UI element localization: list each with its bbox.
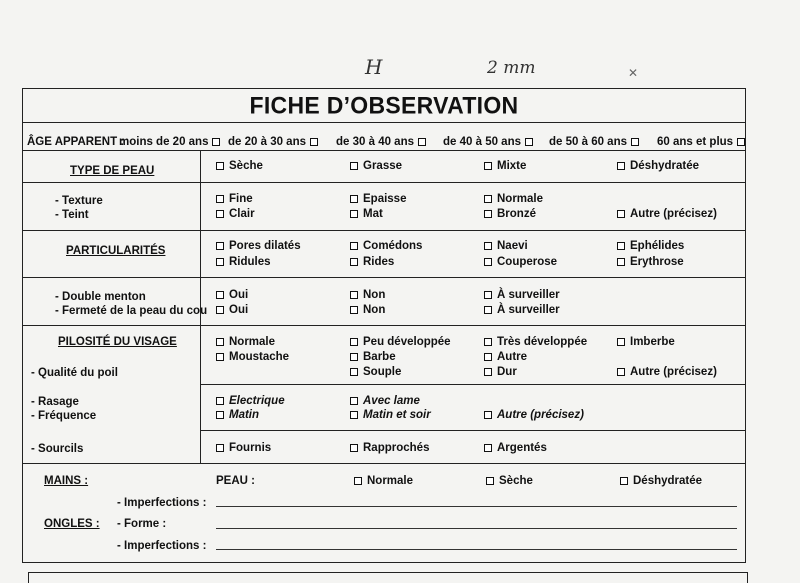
hand-skin-option-label: Déshydratée [633, 475, 703, 487]
texture-option-label: Fine [229, 193, 253, 205]
frequency-option-label: Matin [229, 409, 260, 421]
checkbox[interactable] [216, 195, 224, 203]
handwritten-mark-h: H [365, 55, 383, 79]
age-option-label: moins de 20 ans [119, 136, 209, 148]
checkbox[interactable] [737, 138, 745, 146]
double-chin-option-label: À surveiller [497, 289, 560, 301]
hand-skin-label: PEAU : [216, 475, 255, 487]
nail-shape-field[interactable] [216, 528, 737, 529]
checkbox[interactable] [484, 338, 492, 346]
separator [22, 463, 746, 464]
frequency-option[interactable] [216, 408, 259, 422]
checkbox[interactable] [350, 291, 358, 299]
neck-firmness-option-label: À surveiller [497, 304, 560, 316]
hand-skin-option[interactable] [620, 474, 702, 488]
checkbox[interactable] [350, 210, 358, 218]
texture-option-label: Normale [497, 193, 544, 205]
checkbox[interactable] [216, 353, 224, 361]
texture-option[interactable] [484, 192, 543, 206]
checkbox[interactable] [617, 258, 625, 266]
skin-type-heading: TYPE DE PEAU [70, 165, 155, 177]
checkbox[interactable] [484, 210, 492, 218]
double-chin-option[interactable] [350, 288, 385, 302]
particularity-option-label: Comédons [363, 240, 423, 252]
age-label: ÂGE APPARENT : [27, 136, 125, 148]
neck-firmness-option-label: Non [363, 304, 386, 316]
eyebrows-option-label: Fournis [229, 442, 272, 454]
eyebrows-option-label: Argentés [497, 442, 547, 454]
particularity-option-label: Ridules [229, 256, 271, 268]
checkbox[interactable] [216, 338, 224, 346]
checkbox[interactable] [212, 138, 220, 146]
neck-firmness-option-label: Oui [229, 304, 249, 316]
pilosity-option[interactable] [484, 350, 527, 364]
frequency-option-label: Matin et soir [363, 409, 431, 421]
checkbox[interactable] [350, 444, 358, 452]
hair-quality-label: - Qualité du poil [31, 367, 118, 379]
particularity-option[interactable] [350, 255, 394, 269]
pilosity-option[interactable] [617, 365, 717, 379]
eyebrows-option-label: Rapprochés [363, 442, 430, 454]
skin-option[interactable] [216, 159, 263, 173]
checkbox[interactable] [350, 338, 358, 346]
checkbox[interactable] [350, 162, 358, 170]
particularity-option[interactable] [216, 239, 301, 253]
checkbox[interactable] [310, 138, 318, 146]
pilosity-option[interactable] [350, 350, 396, 364]
checkbox[interactable] [216, 258, 224, 266]
particularity-option[interactable] [350, 239, 422, 253]
age-option[interactable] [549, 135, 639, 149]
checkbox[interactable] [617, 368, 625, 376]
checkbox[interactable] [484, 368, 492, 376]
shaving-label: - Rasage [31, 396, 79, 408]
double-chin-option[interactable] [484, 288, 560, 302]
skin-option[interactable] [484, 159, 526, 173]
checkbox[interactable] [484, 353, 492, 361]
pilosity-option-label: Peu développée [363, 336, 451, 348]
checkbox[interactable] [484, 444, 492, 452]
age-option-label: de 20 à 30 ans [228, 136, 306, 148]
neck-firmness-option[interactable] [216, 303, 248, 317]
checkbox[interactable] [484, 291, 492, 299]
shaving-option[interactable] [216, 394, 285, 408]
frequency-option[interactable] [484, 408, 584, 422]
checkbox[interactable] [354, 477, 362, 485]
teint-option-label: Mat [363, 208, 383, 220]
separator [22, 325, 746, 326]
age-option-label: 60 ans et plus [657, 136, 734, 148]
separator [22, 122, 746, 123]
texture-option-label: Epaisse [363, 193, 407, 205]
checkbox[interactable] [350, 411, 358, 419]
form-title: FICHE D’OBSERVATION [249, 91, 519, 119]
checkbox[interactable] [617, 162, 625, 170]
shaving-option[interactable] [350, 394, 420, 408]
hand-skin-option[interactable] [354, 474, 413, 488]
neck-firmness-option[interactable] [484, 303, 560, 317]
eyebrows-label: - Sourcils [31, 443, 84, 455]
pilosity-option[interactable] [617, 335, 675, 349]
pilosity-option-label: Dur [497, 366, 517, 378]
teint-option[interactable] [350, 207, 383, 221]
double-chin-label: - Double menton [55, 291, 146, 303]
pilosity-option[interactable] [484, 365, 517, 379]
checkbox[interactable] [486, 477, 494, 485]
hand-imperfections-label: - Imperfections : [117, 497, 207, 509]
shaving-option-label: Avec lame [363, 395, 420, 407]
checkbox[interactable] [617, 242, 625, 250]
age-option[interactable] [119, 135, 220, 149]
skin-option-label: Mixte [497, 160, 527, 172]
checkbox[interactable] [525, 138, 533, 146]
pilosity-option-label: Autre (précisez) [630, 366, 717, 378]
double-chin-option-label: Oui [229, 289, 249, 301]
separator [200, 384, 746, 385]
hands-heading: MAINS : [44, 475, 89, 487]
double-chin-option[interactable] [216, 288, 248, 302]
checkbox[interactable] [350, 242, 358, 250]
particularity-option-label: Pores dilatés [229, 240, 301, 252]
hand-skin-option[interactable] [486, 474, 533, 488]
nail-shape-label: - Forme : [117, 518, 167, 530]
age-option[interactable] [336, 135, 426, 149]
checkbox[interactable] [484, 411, 492, 419]
checkbox[interactable] [617, 338, 625, 346]
teint-option-label: Clair [229, 208, 255, 220]
checkbox[interactable] [216, 291, 224, 299]
teint-option[interactable] [617, 207, 717, 221]
neck-firmness-option[interactable] [350, 303, 385, 317]
particularity-option[interactable] [617, 239, 684, 253]
checkbox[interactable] [216, 162, 224, 170]
checkbox[interactable] [216, 210, 224, 218]
checkbox[interactable] [350, 368, 358, 376]
eyebrows-option[interactable] [216, 441, 271, 455]
teint-label: - Teint [55, 209, 89, 221]
particularity-option-label: Naevi [497, 240, 528, 252]
particularity-option-label: Couperose [497, 256, 558, 268]
checkbox[interactable] [617, 210, 625, 218]
pilosity-option-label: Normale [229, 336, 276, 348]
skin-option-label: Déshydratée [630, 160, 700, 172]
texture-option[interactable] [350, 192, 406, 206]
hand-skin-option-label: Sèche [499, 475, 533, 487]
pilosity-option-label: Autre [497, 351, 528, 363]
checkbox[interactable] [350, 306, 358, 314]
age-option-label: de 50 à 60 ans [549, 136, 627, 148]
pilosity-option[interactable] [484, 335, 587, 349]
teint-option-label: Bronzé [497, 208, 536, 220]
skin-option-label: Grasse [363, 160, 403, 172]
checkbox[interactable] [631, 138, 639, 146]
particularity-option[interactable] [617, 255, 684, 269]
checkbox[interactable] [484, 242, 492, 250]
pilosity-option-label: Imberbe [630, 336, 675, 348]
age-option[interactable] [228, 135, 318, 149]
checkbox[interactable] [216, 397, 224, 405]
checkbox[interactable] [484, 195, 492, 203]
separator [22, 150, 746, 151]
pilosity-option-label: Barbe [363, 351, 396, 363]
checkbox[interactable] [350, 353, 358, 361]
teint-option[interactable] [216, 207, 255, 221]
particularities-heading: PARTICULARITÉS [66, 245, 166, 257]
pen-mark: ✕ [628, 66, 639, 80]
teint-option[interactable] [484, 207, 536, 221]
nail-imperfections-field[interactable] [216, 549, 737, 550]
particularity-option[interactable] [484, 255, 557, 269]
checkbox[interactable] [216, 444, 224, 452]
separator [22, 277, 746, 278]
nail-imperfections-label: - Imperfections : [117, 540, 207, 552]
texture-label: - Texture [55, 195, 103, 207]
eyebrows-option[interactable] [350, 441, 429, 455]
checkbox[interactable] [484, 258, 492, 266]
hand-skin-option-label: Normale [367, 475, 414, 487]
pilosity-option[interactable] [216, 350, 289, 364]
checkbox[interactable] [350, 258, 358, 266]
checkbox[interactable] [216, 411, 224, 419]
nails-heading: ONGLES : [44, 518, 100, 530]
handwritten-mark-size: 2 mm [487, 58, 536, 78]
pilosity-option-label: Très développée [497, 336, 588, 348]
frequency-label: - Fréquence [31, 410, 97, 422]
age-option[interactable] [657, 135, 745, 149]
frequency-option-label: Autre (précisez) [497, 409, 584, 421]
checkbox[interactable] [350, 195, 358, 203]
particularity-option[interactable] [484, 239, 528, 253]
checkbox[interactable] [418, 138, 426, 146]
age-option-label: de 30 à 40 ans [336, 136, 414, 148]
checkbox[interactable] [216, 242, 224, 250]
checkbox[interactable] [484, 162, 492, 170]
texture-option[interactable] [216, 192, 253, 206]
checkbox[interactable] [620, 477, 628, 485]
particularity-option-label: Erythrose [630, 256, 684, 268]
separator [200, 430, 746, 431]
age-option[interactable] [443, 135, 533, 149]
teint-option-label: Autre (précisez) [630, 208, 717, 220]
eyebrows-option[interactable] [484, 441, 547, 455]
particularity-option[interactable] [216, 255, 271, 269]
checkbox[interactable] [350, 397, 358, 405]
separator [22, 230, 746, 231]
particularity-option-label: Ephélides [630, 240, 685, 252]
shaving-option-label: Electrique [229, 395, 285, 407]
pilosity-heading: PILOSITÉ DU VISAGE [58, 336, 177, 348]
age-option-label: de 40 à 50 ans [443, 136, 521, 148]
pilosity-option-label: Moustache [229, 351, 290, 363]
skin-option[interactable] [617, 159, 699, 173]
double-chin-option-label: Non [363, 289, 386, 301]
checkbox[interactable] [484, 306, 492, 314]
neck-firmness-label: - Fermeté de la peau du cou [55, 305, 208, 317]
pilosity-option[interactable] [350, 335, 451, 349]
particularity-option-label: Rides [363, 256, 395, 268]
skin-option[interactable] [350, 159, 402, 173]
pilosity-option[interactable] [350, 365, 401, 379]
pilosity-option[interactable] [216, 335, 275, 349]
separator [22, 182, 746, 183]
pilosity-option-label: Souple [363, 366, 402, 378]
hand-imperfections-field[interactable] [216, 506, 737, 507]
skin-option-label: Sèche [229, 160, 263, 172]
frequency-option[interactable] [350, 408, 431, 422]
checkbox[interactable] [216, 306, 224, 314]
